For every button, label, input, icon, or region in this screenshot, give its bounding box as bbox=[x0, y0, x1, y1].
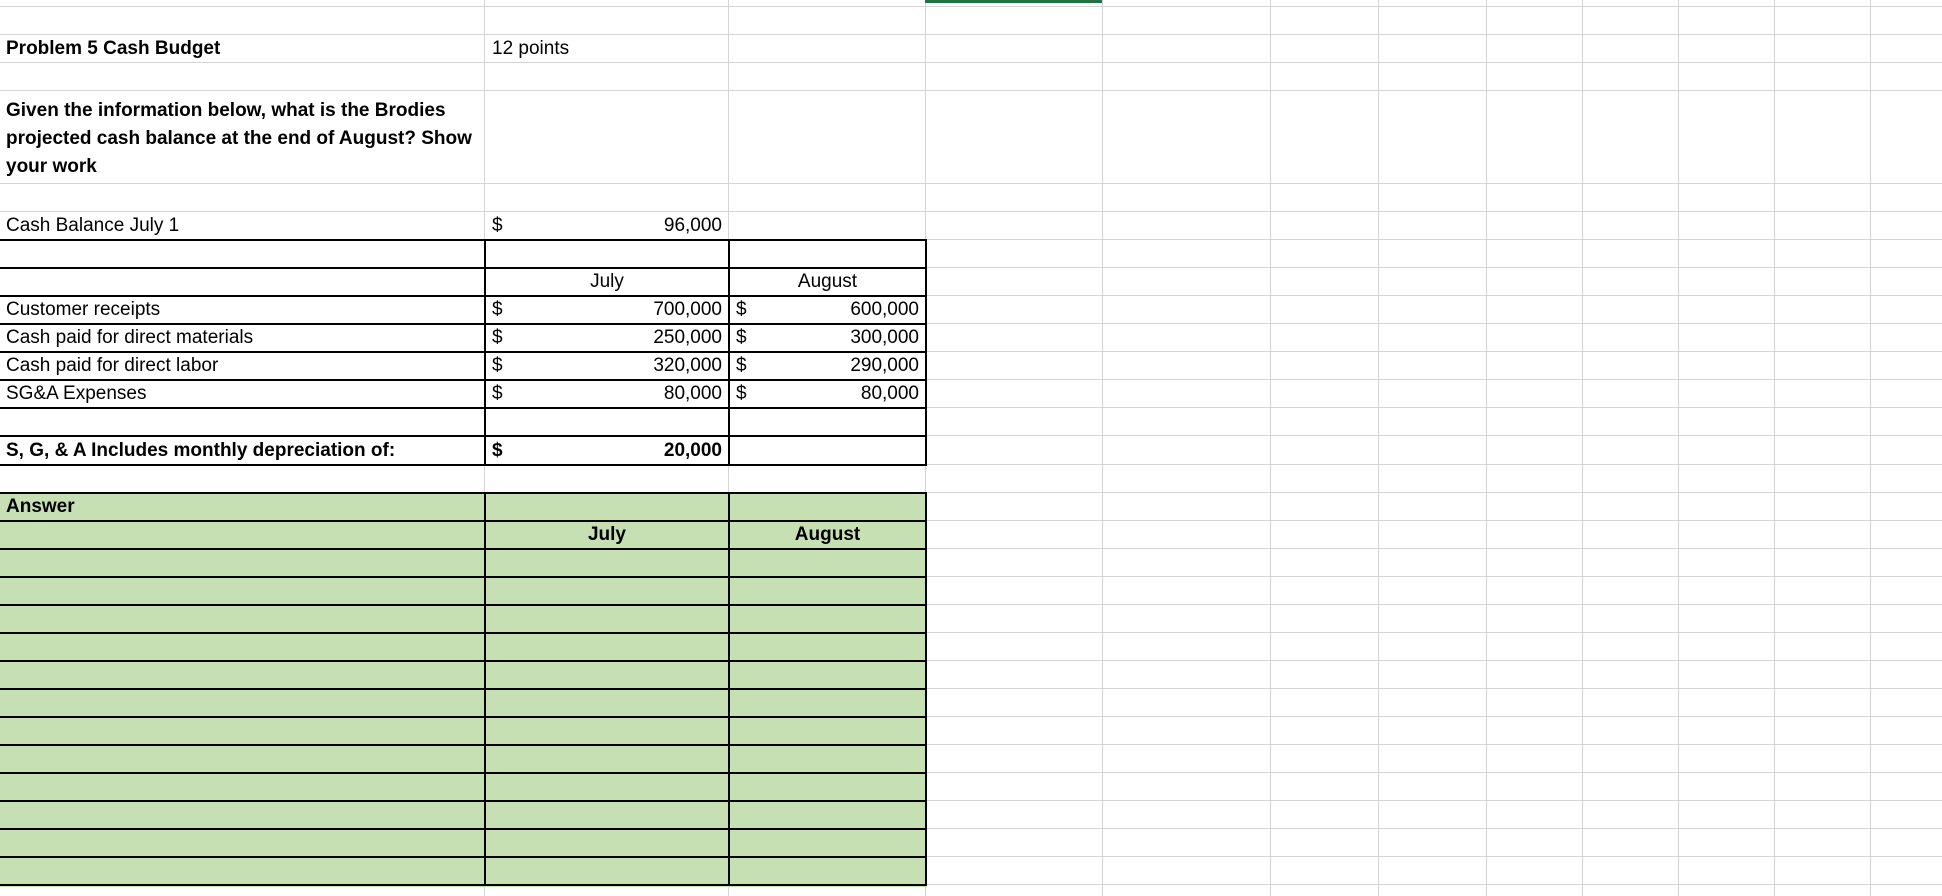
header-july[interactable]: July bbox=[590, 271, 624, 292]
gridline bbox=[1378, 0, 1379, 896]
border-line bbox=[0, 828, 927, 830]
border-line bbox=[0, 800, 927, 802]
border-line bbox=[0, 884, 927, 886]
row-currency: $ bbox=[736, 355, 747, 376]
gridline bbox=[1870, 0, 1871, 896]
row-july-value[interactable]: 320,000 bbox=[653, 355, 722, 376]
answer-header-august[interactable]: August bbox=[794, 524, 861, 545]
border-line bbox=[0, 716, 927, 718]
row-label[interactable]: Customer receipts bbox=[6, 299, 161, 320]
border-line bbox=[0, 660, 927, 662]
border-line bbox=[0, 239, 927, 241]
border-line bbox=[0, 856, 927, 858]
border-line bbox=[728, 492, 730, 886]
gridline bbox=[1582, 0, 1583, 896]
row-august-value[interactable]: 290,000 bbox=[850, 355, 919, 376]
border-line bbox=[0, 632, 927, 634]
gridline bbox=[0, 90, 1942, 91]
gridline bbox=[0, 183, 1942, 184]
gridline bbox=[1270, 0, 1271, 896]
row-currency: $ bbox=[492, 355, 503, 376]
border-line bbox=[0, 744, 927, 746]
points-cell[interactable]: 12 points bbox=[492, 38, 570, 59]
gridline bbox=[1678, 0, 1679, 896]
row-july-value[interactable]: 700,000 bbox=[653, 299, 722, 320]
gridline bbox=[0, 6, 1942, 7]
row-august-value[interactable]: 300,000 bbox=[850, 327, 919, 348]
header-august[interactable]: August bbox=[797, 271, 858, 292]
row-august-value[interactable]: 80,000 bbox=[860, 383, 919, 404]
row-currency: $ bbox=[492, 299, 503, 320]
border-line bbox=[0, 576, 927, 578]
answer-header-july[interactable]: July bbox=[587, 524, 627, 545]
row-currency: $ bbox=[492, 383, 503, 404]
depreciation-label[interactable]: S, G, & A Includes monthly depreciation of: bbox=[6, 440, 396, 461]
row-currency: $ bbox=[492, 327, 503, 348]
border-line bbox=[484, 492, 486, 886]
row-august-value[interactable]: 600,000 bbox=[850, 299, 919, 320]
gridline bbox=[1486, 0, 1487, 896]
row-july-value[interactable]: 250,000 bbox=[653, 327, 722, 348]
row-label[interactable]: SG&A Expenses bbox=[6, 383, 147, 404]
depreciation-currency: $ bbox=[492, 440, 503, 461]
cash-balance-value[interactable]: 96,000 bbox=[663, 215, 722, 236]
answer-label[interactable]: Answer bbox=[6, 496, 75, 517]
selected-cell-indicator bbox=[925, 0, 1102, 3]
border-line bbox=[0, 604, 927, 606]
row-currency: $ bbox=[736, 299, 747, 320]
depreciation-value[interactable]: 20,000 bbox=[663, 440, 722, 461]
row-currency: $ bbox=[736, 383, 747, 404]
problem-title[interactable]: Problem 5 Cash Budget bbox=[6, 38, 221, 59]
border-line bbox=[925, 492, 927, 886]
border-line bbox=[0, 548, 927, 550]
row-label[interactable]: Cash paid for direct materials bbox=[6, 327, 254, 348]
cash-balance-label[interactable]: Cash Balance July 1 bbox=[6, 215, 180, 236]
gridline bbox=[1102, 0, 1103, 896]
question-text[interactable]: Given the information below, what is the Brodies projected cash balance at the end of August? Show your work bbox=[6, 100, 472, 177]
cash-balance-currency: $ bbox=[492, 215, 503, 236]
gridline bbox=[1774, 0, 1775, 896]
border-line bbox=[0, 407, 927, 409]
row-july-value[interactable]: 80,000 bbox=[663, 383, 722, 404]
border-line bbox=[0, 772, 927, 774]
border-line bbox=[0, 464, 927, 466]
row-currency: $ bbox=[736, 327, 747, 348]
border-line bbox=[0, 688, 927, 690]
row-label[interactable]: Cash paid for direct labor bbox=[6, 355, 219, 376]
gridline bbox=[0, 62, 1942, 63]
border-line bbox=[925, 239, 927, 466]
